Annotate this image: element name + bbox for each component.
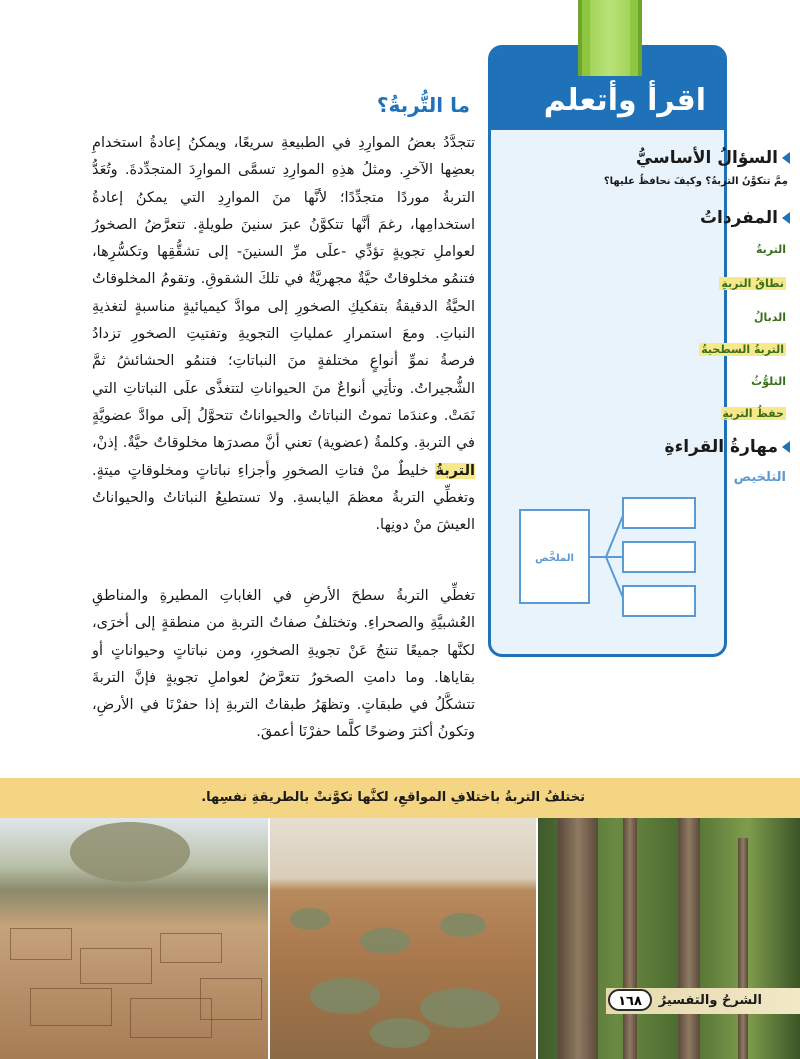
summary-box-3 bbox=[622, 585, 696, 617]
vocab-item: نطاقُ التربةِ bbox=[721, 277, 784, 290]
photo-desert-soil bbox=[270, 818, 536, 1059]
vocab-item: التلوُّثُ bbox=[751, 375, 786, 388]
vocab-item: الدبالُ bbox=[753, 311, 786, 324]
bullet-icon bbox=[782, 441, 790, 453]
summary-box-1 bbox=[622, 497, 696, 529]
bookmark-ribbon bbox=[578, 0, 642, 76]
summary-label: التلخيص bbox=[733, 470, 786, 485]
paragraph-1: تتجدَّدُ بعضُ الموارِدِ في الطبيعةِ سريعًا، ويمكنُ إعادةُ استخدامِ بعضِها الآخرِ. ومثلُ هذِهِ الموارِدِ تسمَّى الموارِدَ المتجدِّدةَ. وتُعَدُّ التربةُ موردًا متجدِّدًا؛ لأنَّها منَ الموارِدِ التي يمكنُ إعادةُ استخدامِها، رغمَ أنَّها تتكوَّنُ عبرَ سنينَ طويلةٍ. تتعرَّضُ الصخورُ لعواملِ تجويةٍ تؤدِّي -علَى مرِّ السنينَ- إلى تشقُّقِها وتكسُّرِها، فتنمُو مخلوقاتٌ حيَّةٌ مجهريَّةٌ في تلكَ الشقوقِ. وتقومُ المخلوقاتُ الحيَّةُ الدقيقةُ بتفكيكِ الصخورِ إلى موادَّ كيميائيةٍ مناسبةٍ لتغذيةِ النباتِ. ومعَ استمرارِ عملياتِ التجويةِ وتفتيتِ الصخورِ تزدادُ فرصةُ نموِّ أنواعٍ مختلفةٍ منَ النباتاتِ؛ فتنمُو الحشائشُ ثمَّ الشُّجيراتُ. وتأتِي أنواعٌ منَ الحيواناتِ لتتغذَّى علَى النباتاتِ التي نَمَتْ. وعندَما تموتُ النباتاتُ والحيواناتُ تتحوَّلُ إلَى موادَّ عضويَّةٍ في التربةِ. وكلمةُ (عضوية) تعني أنَّ مصدرَها مخلوقاتٌ حيَّةٌ. إذنْ، التربةُ خليطٌ منْ فتاتِ الصخورِ وأجزاءِ نباتاتٍ ومخلوقاتٍ ميتةٍ. وتغطِّي التربةُ معظمَ اليابسةِ. ولا تستطيعُ النباتاتُ والحيواناتُ العيشَ منْ دونِها. bbox=[92, 135, 475, 534]
photo-cracked-soil bbox=[0, 818, 268, 1059]
essential-question-text: مِمَّ تتكوَّنُ التربةُ؟ وكيفَ نحافظُ عليها؟ bbox=[603, 176, 788, 187]
paragraph-2: تغطِّي التربةُ سطحَ الأرضِ في الغاباتِ المطيرةِ والمناطقِ العُشبيَّةِ والصحراءِ. وتختلفُ صفاتُ التربةِ من منطقةٍ إلى أخرَى، لكنَّها جميعًا تنتجُ عَنْ تجويةِ الصخورِ، ومن نباتاتٍ وحيواناتٍ أو بقاياها. وما دامتِ الصخورُ تتعرَّضُ لعواملِ تجويةٍ فإنَّ التربةَ تتشكَّلُ في طبقاتٍ. وتظهَرُ طبقاتُ التربةِ إذا حفرْنَا في الأرضِ، وتكونُ أكثرَ وضوحًا كلَّما حفرْنَا أعمقَ. bbox=[92, 588, 475, 741]
essential-question-heading: السؤالُ الأساسيُّ bbox=[636, 148, 790, 168]
summary-center-box bbox=[519, 509, 590, 604]
panel-title: اقرأ وأتعلم bbox=[543, 83, 706, 118]
photo-forest-soil bbox=[538, 818, 800, 1059]
summary-center-label: الملخَّص bbox=[535, 553, 574, 564]
bullet-icon bbox=[782, 152, 790, 164]
vocab-item: التربةُ bbox=[755, 243, 786, 256]
reading-skill-heading: مهارةُ القراءةِ bbox=[665, 437, 790, 457]
section-label: الشرحُ والتفسيرُ bbox=[658, 993, 762, 1008]
photo-caption: تختلفُ التربةُ باختلافِ المواقعِ، لكنَّها تكوَّنتْ بالطريقةِ نفسِها. bbox=[201, 790, 585, 805]
caption-band bbox=[0, 778, 800, 818]
vocab-item: التربةُ السطحيةُ bbox=[701, 343, 784, 356]
highlighted-term: التربةُ bbox=[435, 462, 475, 479]
vocab-item: حفظُ التربةِ bbox=[722, 407, 784, 420]
page-number: ١٦٨ bbox=[608, 989, 652, 1011]
summary-connector bbox=[590, 510, 624, 604]
section-title: ما التُّربةُ؟ bbox=[376, 93, 470, 117]
summary-box-2 bbox=[622, 541, 696, 573]
vocabulary-heading: المفرداتُ bbox=[700, 208, 790, 228]
bullet-icon bbox=[782, 212, 790, 224]
